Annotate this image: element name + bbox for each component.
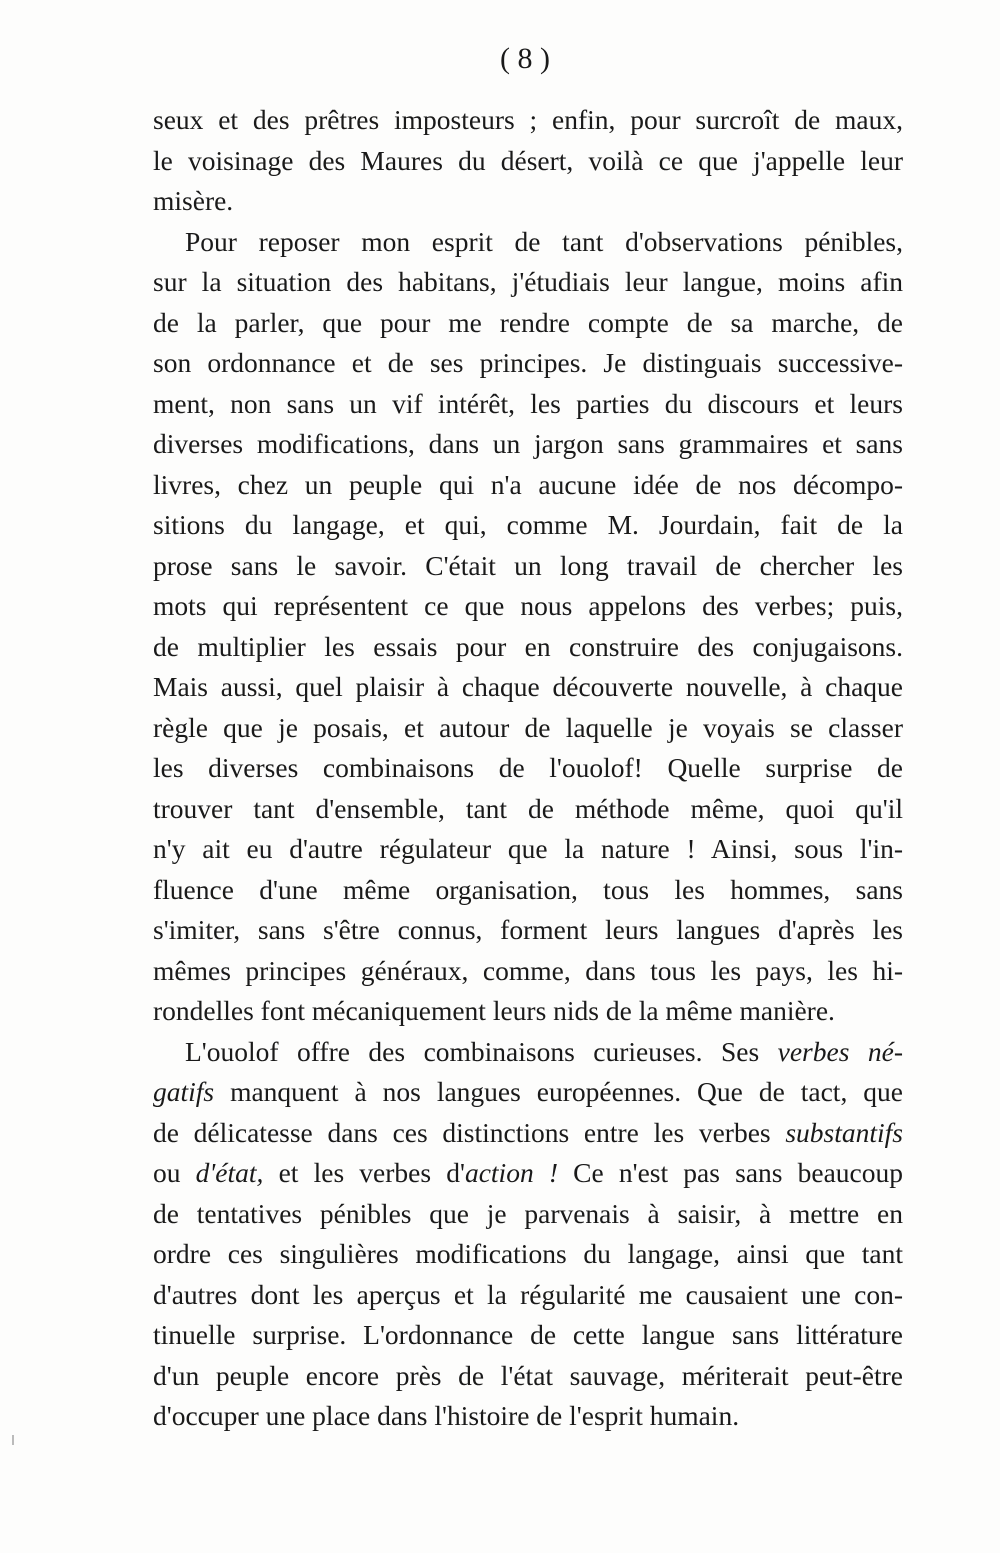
text-line: Mais aussi, quel plaisir à chaque découverte nouvelle, à chaque [153,671,903,702]
italic-term: verbes né- [777,1035,903,1067]
text-line: seux et des prêtres imposteurs ; enfin, pour surcroît de maux, [153,104,903,135]
text-line: Pour reposer mon esprit de tant d'observations pénibles, [185,225,903,257]
text-line: d'occuper une place dans l'histoire de l'esprit humain. [153,1400,740,1431]
text-line: tinuelle surprise. L'ordonnance de cette langue sans littérature [153,1319,903,1350]
text-line: gatifs manquent à nos langues européennes. Que de tact, que [153,1076,903,1107]
text-line: son ordonnance et de ses principes. Je distinguais successive- [153,347,903,378]
paragraph-1 [153,100,903,222]
text-line: mêmes principes généraux, comme, dans tous les pays, les hi- [153,954,903,986]
text-line: misère. [153,185,234,216]
text-line: ordre ces singulières modifications du langage, ainsi que tant [153,1238,903,1269]
text-line: ou d'état, et les verbes d'action ! Ce n'est pas sans beaucoup [153,1157,903,1188]
text-line: de délicatesse dans ces distinctions entre les verbes substantifs [153,1116,903,1148]
body-text [153,100,903,1437]
text-line: n'y ait eu d'autre régulateur que la nature ! Ainsi, sous l'in- [153,833,903,864]
text-line: fluence d'une même organisation, tous les hommes, sans [153,873,903,905]
text-line: rondelles font mécaniquement leurs nids de la même manière. [153,995,835,1026]
text-line: L'ouolof offre des combinaisons curieuses. Ses verbes né- [185,1035,903,1067]
text-line: sur la situation des habitans, j'étudiais leur langue, moins afin [153,266,903,297]
text-line: d'un peuple encore près de l'état sauvage, mériterait peut-être [153,1359,903,1391]
italic-term: d'état, [195,1157,264,1188]
text-line: les diverses combinaisons de l'ouolof! Quelle surprise de [153,752,903,783]
text-line: de multiplier les essais pour en construire des conjugaisons. [153,630,903,662]
text-line: livres, chez un peuple qui n'a aucune idée de nos décompo- [153,468,903,500]
text-line: de tentatives pénibles que je parvenais à saisir, à mettre en [153,1197,903,1229]
italic-term: action ! [464,1157,559,1188]
page-number: ( 8 ) [500,42,550,75]
text-line: de la parler, que pour me rendre compte de sa marche, de [153,306,903,338]
text-line: ment, non sans un vif intérêt, les parties du discours et leurs [153,387,903,419]
text-line: prose sans le savoir. C'était un long travail de chercher les [153,549,903,581]
margin-mark [12,1435,14,1445]
text-line: le voisinage des Maures du désert, voilà ce que j'appelle leur [153,144,903,176]
paragraph-3 [153,1032,903,1437]
text-line: d'autres dont les aperçus et la régularité me causaient une con- [153,1278,903,1310]
text-line: sitions du langage, et qui, comme M. Jourdain, fait de la [153,509,903,540]
text-line: trouver tant d'ensemble, tant de méthode même, quoi qu'il [153,792,903,824]
text-line: s'imiter, sans s'être connus, forment leurs langues d'après les [153,914,903,945]
italic-term: substantifs [785,1116,903,1148]
italic-term: gatifs [153,1076,215,1107]
paragraph-2 [153,222,903,1032]
text-line: règle que je posais, et autour de laquelle je voyais se classer [153,711,903,743]
text-line: diverses modifications, dans un jargon sans grammaires et sans [153,428,903,459]
text-line: mots qui représentent ce que nous appelons des verbes; puis, [153,590,903,621]
